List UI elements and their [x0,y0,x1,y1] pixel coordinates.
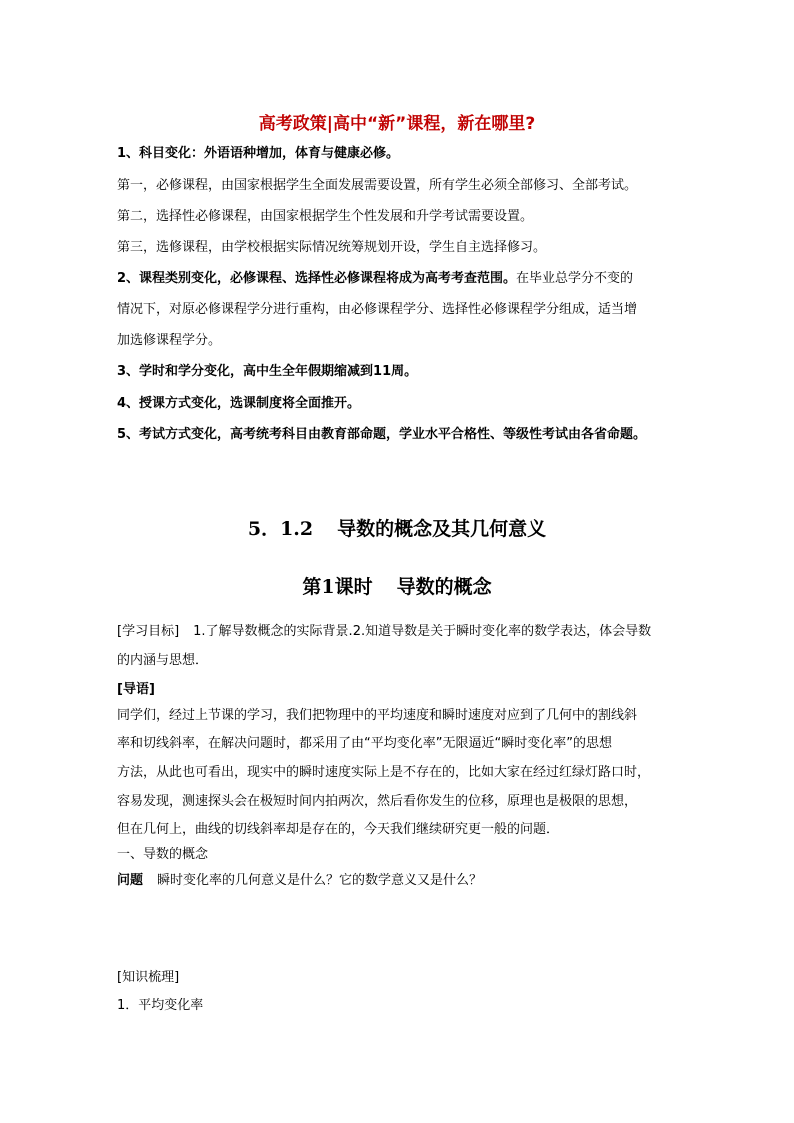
policy-item-1-paragraph-3: 第三，选修课程，由学校根据实际情况统筹规划开设，学生自主选择修习。 [117,240,547,255]
policy-item-2-rest: 在毕业总学分不变的 [516,271,634,286]
period-label: 第1课时 [302,576,373,598]
question-text: 瞬时变化率的几何意义是什么？它的数学意义又是什么？ [157,873,483,888]
period-heading [0,572,794,599]
section-title: 导数的概念及其几何意义 [337,518,547,540]
intro-line-3: 方法，从此也可看出，现实中的瞬时速度实际上是不存在的，比如大家在经过红绿灯路口时， [117,765,651,780]
policy-item-3: 3、学时和学分变化，高中生全年假期缩减到11周。 [117,364,418,379]
policy-item-1-paragraph-1: 第一，必修课程，由国家根据学生全面发展需要设置，所有学生必须全部修习、全部考试。 [117,178,638,193]
policy-item-4: 4、授课方式变化，选课制度将全面推开。 [117,396,361,411]
intro-label: [导语] [117,682,155,697]
question-label: 问题 [117,873,144,888]
learning-goals-text: 1.了解导数概念的实际背景.2.知道导数是关于瞬时变化率的数学表达，体会导数 [193,624,652,639]
policy-item-5: 5、考试方式变化，高考统考科目由教育部命题，学业水平合格性、等级性考试由各省命题。 [117,427,647,442]
policy-title: 高考政策|高中“新”课程，新在哪里? [258,114,536,134]
knowledge-item-1: 1．平均变化率 [117,998,204,1013]
policy-item-2 [117,270,633,288]
subsection-heading: 一、导数的概念 [117,847,209,862]
period-title: 导数的概念 [396,576,492,598]
intro-line-5: 但在几何上，曲线的切线斜率却是存在的，今天我们继续研究更一般的问题． [117,822,560,837]
policy-item-1-paragraph-2: 第二，选择性必修课程，由国家根据学生个性发展和升学考试需要设置。 [117,209,534,224]
policy-item-2-line-2: 情况下，对原必修课程学分进行重构，由必修课程学分、选择性必修课程学分组成，适当增 [117,302,638,317]
learning-goals-line-1 [117,623,651,641]
intro-line-4: 容易发现，测速探头会在极短时间内拍两次，然后看你发生的位移，原理也是极限的思想， [117,794,638,809]
intro-line-2: 率和切线斜率，在解决问题时，都采用了由“平均变化率”无限逼近“瞬时变化率”的思想 [117,736,612,751]
policy-item-2-line-3: 加选修课程学分。 [117,333,222,348]
policy-item-2-bold: 2、课程类别变化，必修课程、选择性必修课程将成为高考考查范围。 [117,271,517,286]
knowledge-label: [知识梳理] [117,970,180,985]
learning-goals-line-2: 的内涵与思想． [117,653,209,668]
policy-item-1: 1、科目变化：外语语种增加，体育与健康必修。 [117,146,400,161]
section-heading [0,514,794,541]
learning-goals-label: [学习目标] [117,624,180,639]
question [117,872,482,890]
section-number: 5．1.2 [247,518,314,540]
intro-line-1: 同学们，经过上节课的学习，我们把物理中的平均速度和瞬时速度对应到了几何中的割线斜 [117,708,638,723]
